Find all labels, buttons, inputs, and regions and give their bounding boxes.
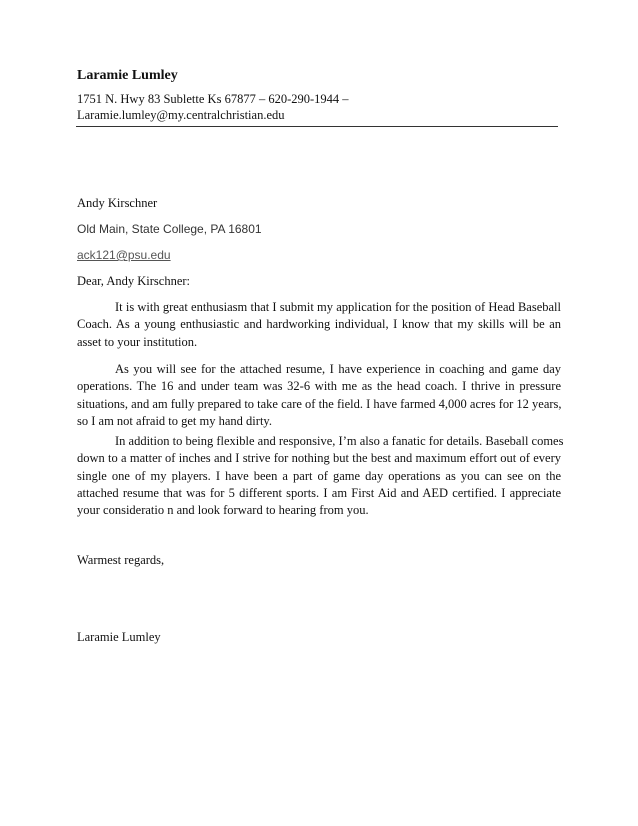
paragraph-line: Coach. As a young enthusiastic and hardworking individual, I know that my skills will be an [77,317,561,332]
sender-address: 1751 N. Hwy 83 Sublette Ks 67877 – 620-290-1944 – [77,92,349,106]
paragraph-line: It is with great enthusiasm that I submit my application for the position of Head Baseball [115,300,561,314]
paragraph-2 [77,361,561,430]
paragraph-line: down to a matter of inches and I strive for nothing but the best and maximum effort out of every [77,451,561,466]
sender-name: Laramie Lumley [77,68,178,83]
paragraph-line: asset to your institution. [77,334,198,349]
paragraph-line: so I am not afraid to get my hand dirty. [77,413,272,428]
paragraph-1 [77,299,561,351]
salutation: Dear, Andy Kirschner: [77,274,191,288]
paragraph-3 [77,433,564,519]
paragraph-line: operations. The 16 and under team was 32-6 with me as the head coach. I thrive in pressure [77,379,561,394]
paragraph-line: your consideratio n and look forward to hearing from you. [77,503,369,518]
recipient-email-link[interactable]: ack121@psu.edu [77,248,171,262]
paragraph-line: In addition to being flexible and responsive, I’m also a fanatic for details. Baseball comes [115,434,564,448]
signature: Laramie Lumley [77,630,161,644]
paragraph-line: attached resume that was for 5 different sports. I am First Aid and AED certified. I appreciate [77,485,561,500]
closing: Warmest regards, [77,553,165,567]
paragraph-line: single one of my players. I have been a part of game day operations as you can see on the [77,468,561,483]
sender-email: Laramie.lumley@my.centralchristian.edu [77,108,285,122]
recipient-name: Andy Kirschner [77,196,158,210]
letterhead-divider [76,126,558,127]
recipient-address: Old Main, State College, PA 16801 [77,222,262,236]
paragraph-line: situations, and am fully prepared to take care of the field. I have farmed 4,000 acres for 12 years, [77,396,562,411]
paragraph-line: As you will see for the attached resume, I have experience in coaching and game day [115,362,561,376]
